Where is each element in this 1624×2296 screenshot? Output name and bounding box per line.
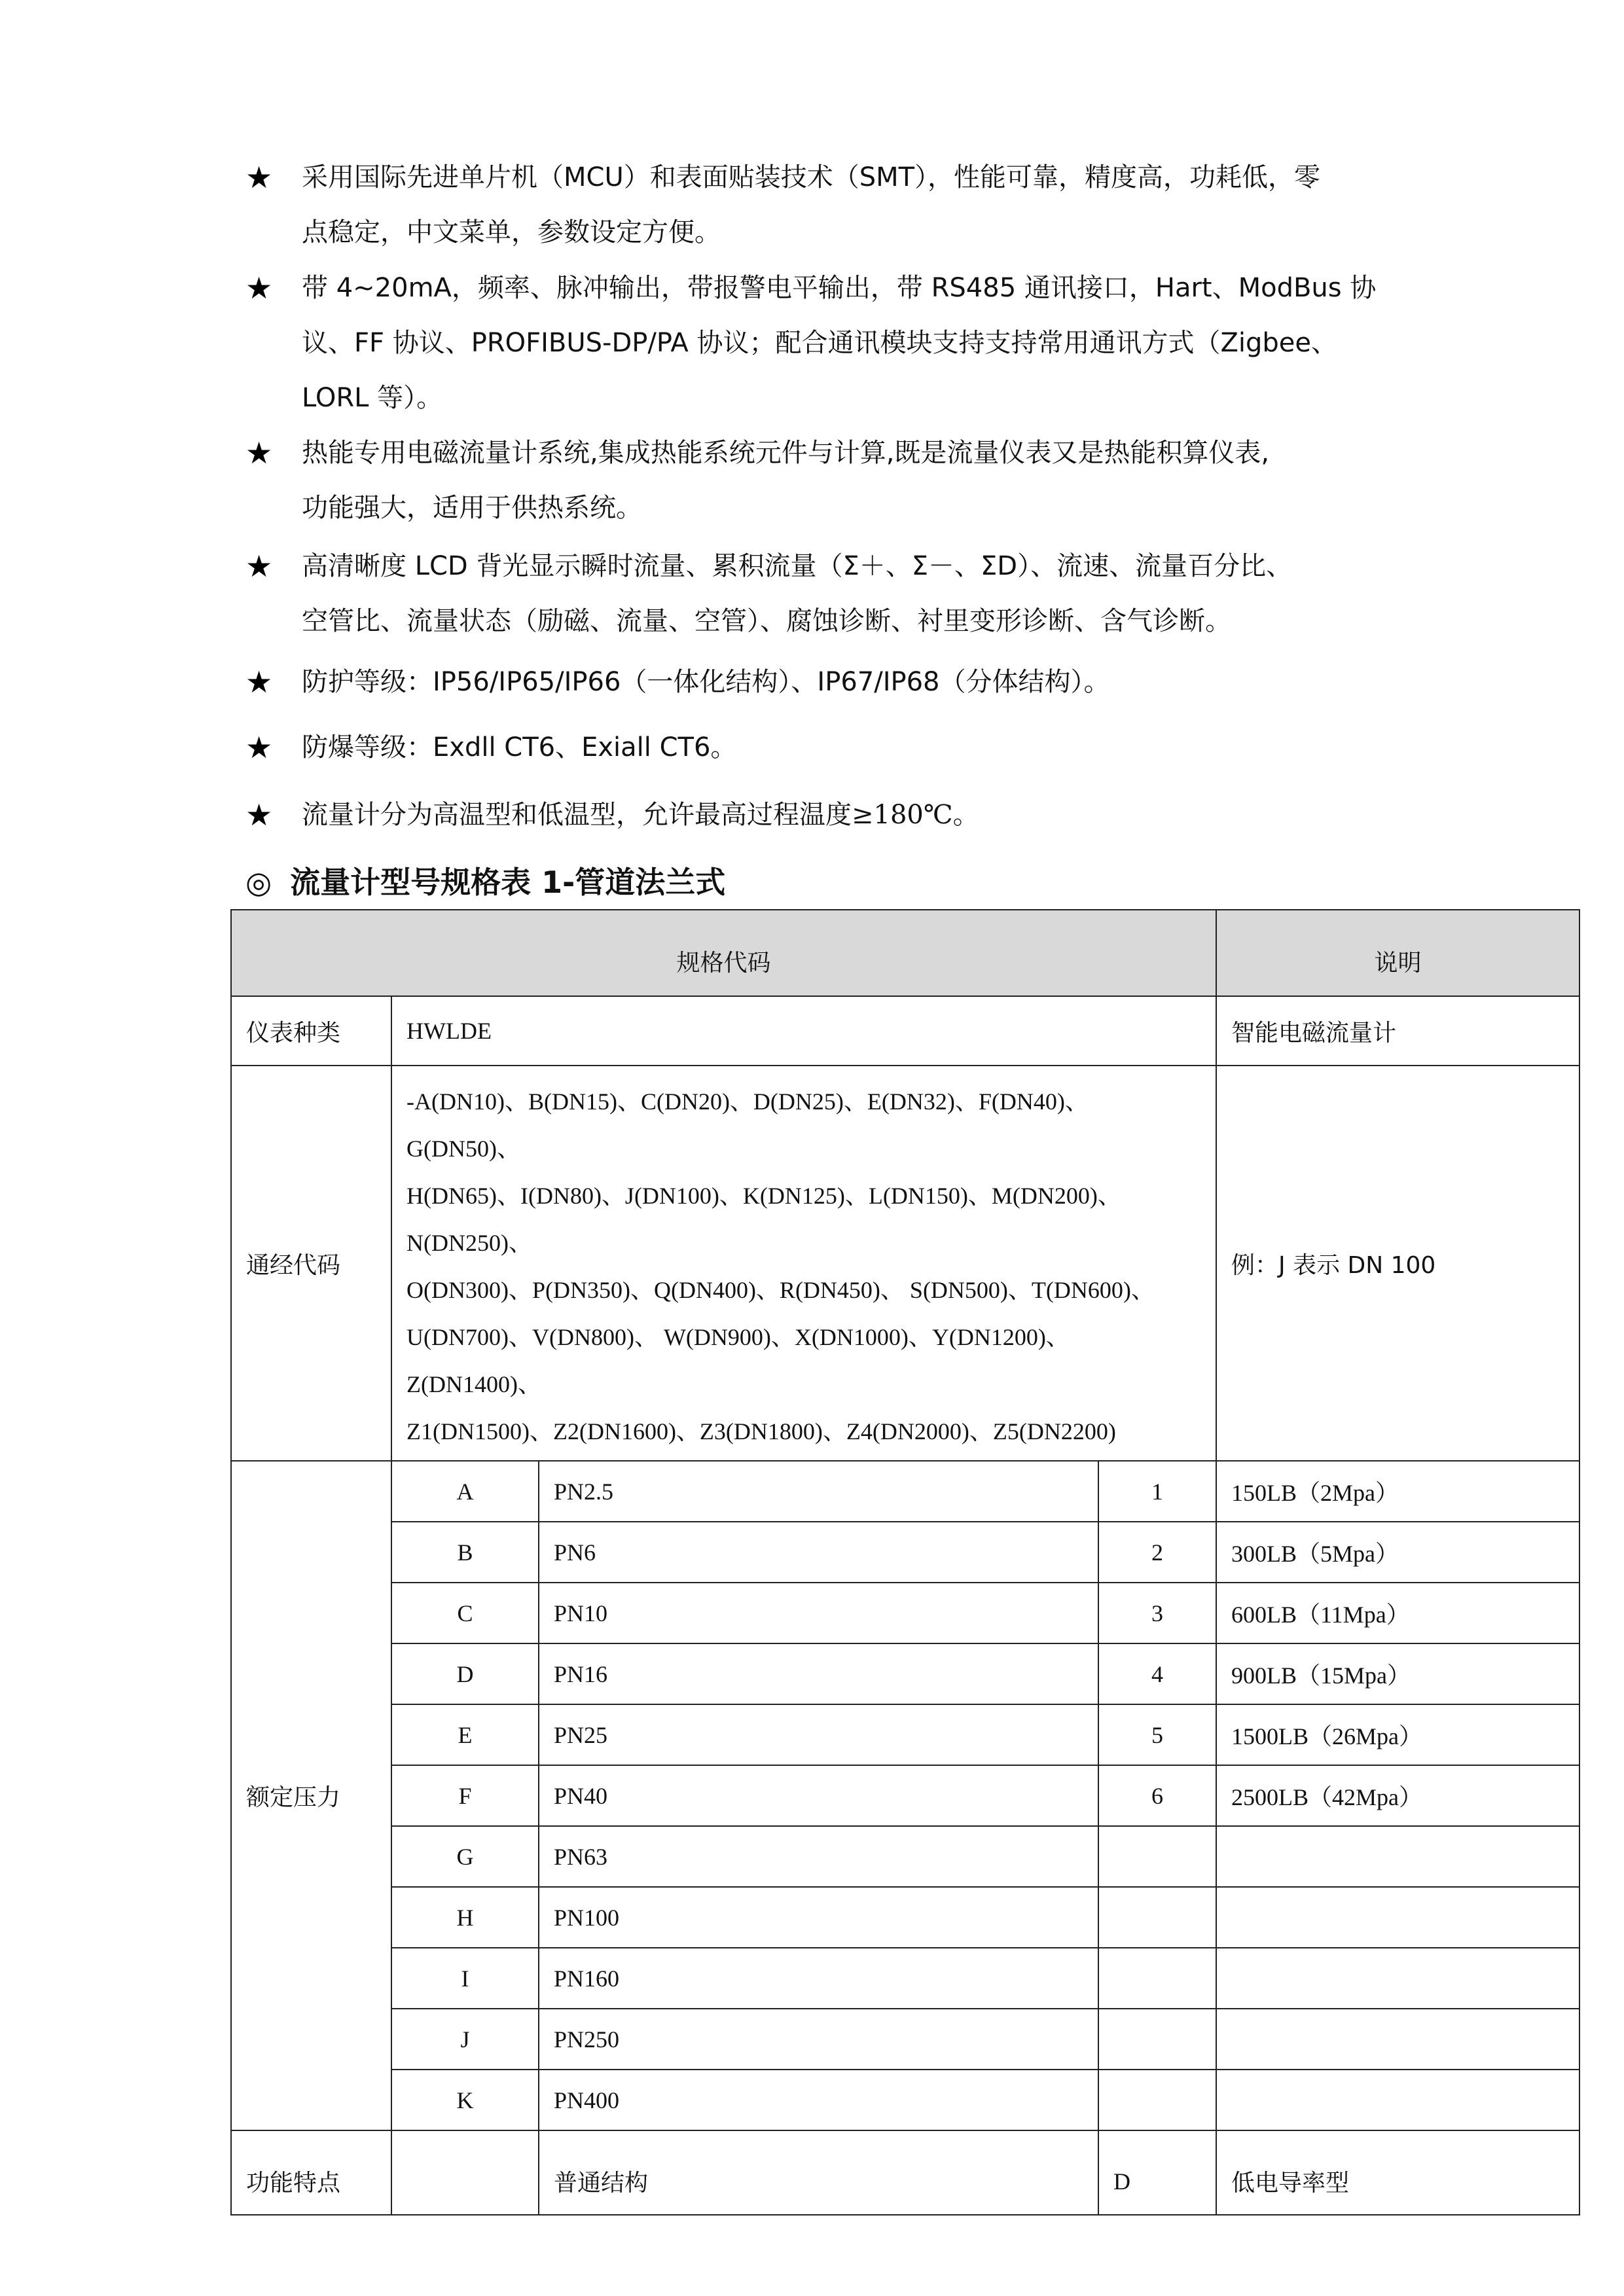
pressure-num (1098, 1887, 1216, 1948)
pressure-num: 4 (1098, 1643, 1216, 1704)
pressure-code: G (391, 1826, 539, 1887)
feature-bullet-temperature (245, 787, 1411, 842)
table-row (231, 1522, 1579, 1583)
pressure-lb (1216, 2070, 1579, 2130)
pressure-value: PN16 (539, 1643, 1098, 1704)
pressure-code: C (391, 1583, 539, 1643)
pressure-num: 3 (1098, 1583, 1216, 1643)
instrument-code: HWLDE (391, 996, 1216, 1066)
pressure-lb: 600LB（11Mpa） (1216, 1583, 1579, 1643)
pressure-lb: 900LB（15Mpa） (1216, 1643, 1579, 1704)
pressure-value: PN25 (539, 1704, 1098, 1765)
pressure-code: F (391, 1765, 539, 1826)
pressure-code: K (391, 2070, 539, 2130)
star-icon: ★ (245, 435, 273, 471)
feature-value: 普通结构 (539, 2130, 1098, 2215)
pressure-lb (1216, 2009, 1579, 2070)
row-label: 功能特点 (231, 2130, 391, 2215)
pressure-num (1098, 2009, 1216, 2070)
star-icon: ★ (245, 797, 273, 833)
row-label: 通经代码 (231, 1066, 391, 1461)
table-row (231, 1066, 1579, 1461)
pressure-lb (1216, 1948, 1579, 2009)
pressure-value: PN100 (539, 1887, 1098, 1948)
pressure-code: E (391, 1704, 539, 1765)
section-heading (245, 856, 725, 908)
pressure-code: D (391, 1643, 539, 1704)
bullet-text: 流量计分为高温型和低温型，允许最高过程温度≥180℃。 (302, 800, 979, 830)
feature-bullet-output (245, 260, 1411, 425)
feature-bullet-heat (245, 425, 1411, 535)
section-title: 流量计型号规格表 1-管道法兰式 (290, 865, 726, 900)
header-spec-code: 规格代码 (231, 910, 1216, 996)
spec-table (230, 909, 1580, 2215)
pressure-value: PN63 (539, 1826, 1098, 1887)
table-row (231, 1826, 1579, 1887)
table-header-row (231, 910, 1579, 996)
bullet-text: 热能专用电磁流量计系统,集成热能系统元件与计算,既是流量仪表又是热能积算仪表, 功能强大，适用于供热系统。 (302, 438, 1270, 523)
feature-bullet-mcu (245, 150, 1411, 260)
pressure-code: A (391, 1461, 539, 1522)
pressure-num (1098, 1948, 1216, 2009)
table-row (231, 1948, 1579, 2009)
table-row (231, 996, 1579, 1066)
table-row (231, 1887, 1579, 1948)
table-row (231, 2130, 1579, 2215)
feature-bullet-lcd (245, 539, 1411, 649)
table-row (231, 1643, 1579, 1704)
pressure-lb: 150LB（2Mpa） (1216, 1461, 1579, 1522)
pressure-num (1098, 2070, 1216, 2130)
header-description: 说明 (1216, 910, 1579, 996)
pressure-num (1098, 1826, 1216, 1887)
diameter-codes: -A(DN10)、B(DN15)、C(DN20)、D(DN25)、E(DN32)、F(DN40)、G(DN50)、 H(DN65)、I(DN80)、J(DN100)、K(DN125)、L(DN150)、M(DN200)、N(DN250)、 O(DN300)、P(DN350)、Q(DN400)、R(DN450)、 S(DN500)、T(DN600)、 U(DN700)、V(DN800)、 W(DN900)、X(DN1000)、Y(DN1200)、Z(DN1400)、 Z1(DN1500)、Z2(DN1600)、Z3(DN1800)、Z4(DN2000)、Z5(DN2200) (391, 1066, 1216, 1461)
table-row (231, 1765, 1579, 1826)
pressure-code: J (391, 2009, 539, 2070)
row-label: 额定压力 (231, 1461, 391, 2130)
pressure-value: PN400 (539, 2070, 1098, 2130)
pressure-num: 5 (1098, 1704, 1216, 1765)
pressure-num: 6 (1098, 1765, 1216, 1826)
bullet-text: 高清晰度 LCD 背光显示瞬时流量、累积流量（Σ＋、Σ－、ΣD）、流速、流量百分比、 空管比、流量状态（励磁、流量、空管）、腐蚀诊断、衬里变形诊断、含气诊断。 (302, 551, 1293, 636)
bullet-text: 防爆等级：Exdll CT6、Exiall CT6。 (302, 732, 737, 762)
row-description: 低电导率型 (1216, 2130, 1579, 2215)
pressure-num: 1 (1098, 1461, 1216, 1522)
star-icon: ★ (245, 270, 273, 306)
pressure-value: PN6 (539, 1522, 1098, 1583)
bullet-text: 防护等级：IP56/IP65/IP66（一体化结构）、IP67/IP68（分体结构）。 (302, 667, 1110, 697)
table-row (231, 1583, 1579, 1643)
star-icon: ★ (245, 730, 273, 765)
double-circle-icon: ◎ (245, 865, 272, 900)
pressure-value: PN2.5 (539, 1461, 1098, 1522)
pressure-lb (1216, 1887, 1579, 1948)
table-row (231, 1461, 1579, 1522)
pressure-value: PN40 (539, 1765, 1098, 1826)
pressure-num: 2 (1098, 1522, 1216, 1583)
pressure-value: PN160 (539, 1948, 1098, 2009)
pressure-lb: 2500LB（42Mpa） (1216, 1765, 1579, 1826)
table-row (231, 1704, 1579, 1765)
pressure-lb: 300LB（5Mpa） (1216, 1522, 1579, 1583)
bullet-text: 带 4~20mA，频率、脉冲输出，带报警电平输出，带 RS485 通讯接口，Hart、ModBus 协 议、FF 协议、PROFIBUS-DP/PA 协议；配合通讯模块支持支持常用通讯方式（Zigbee、 LORL 等）。 (302, 273, 1377, 413)
pressure-lb: 1500LB（26Mpa） (1216, 1704, 1579, 1765)
row-label: 仪表种类 (231, 996, 391, 1066)
pressure-code: B (391, 1522, 539, 1583)
table-row (231, 2009, 1579, 2070)
pressure-code: H (391, 1887, 539, 1948)
star-icon: ★ (245, 548, 273, 584)
star-icon: ★ (245, 160, 273, 195)
table-row (231, 2070, 1579, 2130)
pressure-code: I (391, 1948, 539, 2009)
row-description: 例：J 表示 DN 100 (1216, 1066, 1579, 1461)
feature-code (391, 2130, 539, 2215)
row-description: 智能电磁流量计 (1216, 996, 1579, 1066)
pressure-value: PN250 (539, 2009, 1098, 2070)
bullet-text: 采用国际先进单片机（MCU）和表面贴装技术（SMT），性能可靠，精度高，功耗低，零 点稳定，中文菜单，参数设定方便。 (302, 162, 1321, 247)
feature-bullet-explosion (245, 720, 1411, 775)
star-icon: ★ (245, 664, 273, 700)
pressure-value: PN10 (539, 1583, 1098, 1643)
pressure-lb (1216, 1826, 1579, 1887)
feature-bullet-protection (245, 655, 1411, 709)
feature-num: D (1098, 2130, 1216, 2215)
